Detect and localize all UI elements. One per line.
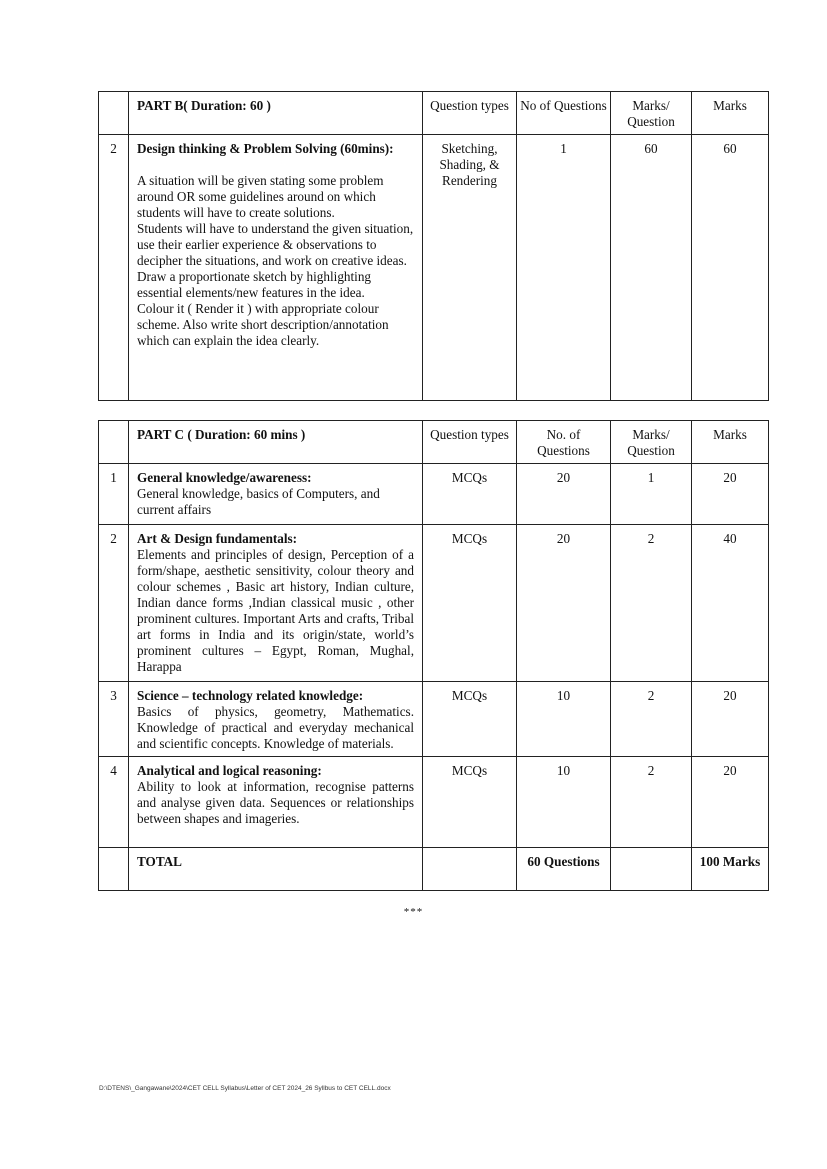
- row-title: Design thinking & Problem Solving (60mins):: [137, 141, 394, 156]
- row-question-types: MCQs: [423, 757, 517, 848]
- total-row: [99, 848, 769, 891]
- description-line: Draw a proportionate sketch by highlighting essential elements/new features in the idea.: [137, 269, 372, 300]
- header-marks: Marks: [692, 92, 769, 135]
- row-title: Art & Design fundamentals:: [137, 531, 298, 546]
- row-detail: Ability to look at information, recognise patterns and analyse given data. Sequences or relationships between shapes and imageries.: [137, 779, 414, 826]
- header-num-cell: [99, 421, 129, 464]
- table-row: [99, 525, 769, 682]
- row-detail: Elements and principles of design, Perception of a form/shape, aesthetic sensitivity, colour theory and colour schemes , Basic art history, Indian culture, Indian dance forms ,Indian classical music , other prominent cultures. Important Arts and crafts, Tribal art forms in India and its origin/state, world’s prominent cultures – Egypt, Roman, Mughal, Harappa: [137, 547, 414, 674]
- description-line: Students will have to understand the given situation, use their earlier experience & observations to decipher the situations, and work on creative ideas.: [137, 221, 414, 268]
- description-line: A situation will be given stating some problem around OR some guidelines around on which students will have to create solutions.: [137, 173, 384, 220]
- row-title: Science – technology related knowledge:: [137, 688, 364, 703]
- row-no-of-questions: 20: [517, 525, 611, 682]
- row-marks: 40: [692, 525, 769, 682]
- part-b-header-row: [99, 92, 769, 135]
- row-marks-per-question: 60: [611, 135, 692, 401]
- header-question-types: Question types: [423, 92, 517, 135]
- total-label: TOTAL: [129, 848, 423, 891]
- part-c-title: PART C ( Duration: 60 mins ): [129, 421, 423, 464]
- row-number: 3: [99, 682, 129, 757]
- row-question-types: Sketching, Shading, & Rendering: [423, 135, 517, 401]
- row-no-of-questions: 10: [517, 682, 611, 757]
- part-c-table: [98, 420, 769, 891]
- row-description: [129, 757, 423, 848]
- table-row: [99, 464, 769, 525]
- row-description: [129, 525, 423, 682]
- row-description: [129, 682, 423, 757]
- total-question-types: [423, 848, 517, 891]
- total-marks: 100 Marks: [692, 848, 769, 891]
- part-b-title: PART B( Duration: 60 ): [129, 92, 423, 135]
- header-num-cell: [99, 92, 129, 135]
- row-description: [129, 464, 423, 525]
- row-no-of-questions: 1: [517, 135, 611, 401]
- description-line: Colour it ( Render it ) with appropriate colour scheme. Also write short description/annotation which can explain the idea clearly.: [137, 301, 389, 348]
- row-number: 1: [99, 464, 129, 525]
- section-separator: ***: [403, 906, 424, 918]
- row-number: 2: [99, 135, 129, 401]
- row-marks: 60: [692, 135, 769, 401]
- table-row: [99, 682, 769, 757]
- row-description: [129, 135, 423, 401]
- row-detail: Basics of physics, geometry, Mathematics. Knowledge of practical and everyday mechanical and scientific concepts. Knowledge of materials.: [137, 704, 414, 751]
- row-marks-per-question: 1: [611, 464, 692, 525]
- row-number: 2: [99, 525, 129, 682]
- row-no-of-questions: 10: [517, 757, 611, 848]
- row-title: Analytical and logical reasoning:: [137, 763, 322, 778]
- header-marks-per-question: Marks/ Question: [611, 92, 692, 135]
- row-question-types: MCQs: [423, 464, 517, 525]
- total-questions: 60 Questions: [517, 848, 611, 891]
- row-detail: General knowledge, basics of Computers, and current affairs: [137, 486, 380, 517]
- header-question-types: Question types: [423, 421, 517, 464]
- total-num-cell: [99, 848, 129, 891]
- table-row: [99, 135, 769, 401]
- row-marks-per-question: 2: [611, 757, 692, 848]
- part-b-table: [98, 91, 769, 401]
- row-marks-per-question: 2: [611, 682, 692, 757]
- header-no-of-questions: No. of Questions: [517, 421, 611, 464]
- row-title: General knowledge/awareness:: [137, 470, 312, 485]
- row-marks: 20: [692, 757, 769, 848]
- row-marks-per-question: 2: [611, 525, 692, 682]
- header-marks: Marks: [692, 421, 769, 464]
- row-no-of-questions: 20: [517, 464, 611, 525]
- footer-file-path: D:\DTENS\_Gangawane\2024\CET CELL Syllabus\Letter of CET 2024_26 Syllbus to CET CELL.docx: [99, 1085, 391, 1092]
- row-question-types: MCQs: [423, 682, 517, 757]
- header-marks-per-question: Marks/ Question: [611, 421, 692, 464]
- total-marks-per-question: [611, 848, 692, 891]
- row-question-types: MCQs: [423, 525, 517, 682]
- table-row: [99, 757, 769, 848]
- row-marks: 20: [692, 464, 769, 525]
- header-no-of-questions: No of Questions: [517, 92, 611, 135]
- part-c-header-row: [99, 421, 769, 464]
- row-marks: 20: [692, 682, 769, 757]
- row-number: 4: [99, 757, 129, 848]
